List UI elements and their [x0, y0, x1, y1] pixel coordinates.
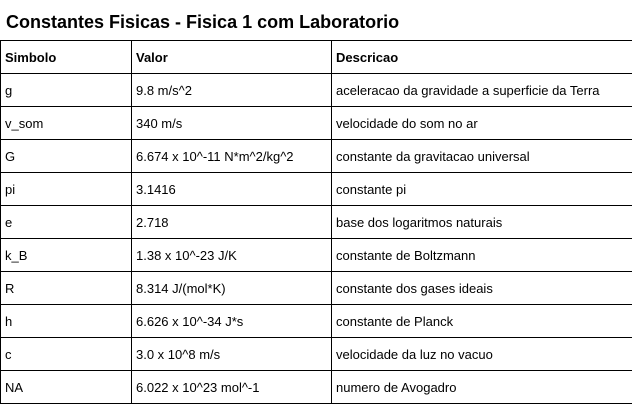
cell-simbolo: c [1, 338, 132, 371]
cell-valor: 2.718 [132, 206, 332, 239]
cell-descricao: constante de Boltzmann [332, 239, 632, 272]
cell-valor: 6.674 x 10^-11 N*m^2/kg^2 [132, 140, 332, 173]
cell-valor: 6.022 x 10^23 mol^-1 [132, 371, 332, 404]
cell-valor: 8.314 J/(mol*K) [132, 272, 332, 305]
cell-simbolo: g [1, 74, 132, 107]
page-title: Constantes Fisicas - Fisica 1 com Laboratorio [6, 12, 400, 33]
constants-table [0, 40, 632, 404]
header-simbolo: Simbolo [1, 41, 132, 74]
cell-valor: 3.1416 [132, 173, 332, 206]
cell-simbolo: NA [1, 371, 132, 404]
header-descricao: Descricao [332, 41, 632, 74]
cell-valor: 9.8 m/s^2 [132, 74, 332, 107]
cell-valor: 6.626 x 10^-34 J*s [132, 305, 332, 338]
cell-simbolo: v_som [1, 107, 132, 140]
cell-simbolo: pi [1, 173, 132, 206]
cell-descricao: velocidade do som no ar [332, 107, 632, 140]
cell-valor: 1.38 x 10^-23 J/K [132, 239, 332, 272]
cell-valor: 3.0 x 10^8 m/s [132, 338, 332, 371]
table-body [1, 74, 632, 404]
table-row [1, 272, 632, 305]
cell-descricao: base dos logaritmos naturais [332, 206, 632, 239]
header-valor: Valor [132, 41, 332, 74]
cell-simbolo: e [1, 206, 132, 239]
cell-simbolo: R [1, 272, 132, 305]
cell-valor: 340 m/s [132, 107, 332, 140]
table-row [1, 206, 632, 239]
cell-descricao: numero de Avogadro [332, 371, 632, 404]
table-row [1, 107, 632, 140]
cell-simbolo: G [1, 140, 132, 173]
cell-descricao: constante da gravitacao universal [332, 140, 632, 173]
table-row [1, 305, 632, 338]
cell-descricao: constante de Planck [332, 305, 632, 338]
table-header-row [1, 41, 632, 74]
cell-descricao: constante dos gases ideais [332, 272, 632, 305]
table-row [1, 74, 632, 107]
cell-descricao: aceleracao da gravidade a superficie da Terra [332, 74, 632, 107]
cell-descricao: constante pi [332, 173, 632, 206]
table-row [1, 371, 632, 404]
cell-simbolo: h [1, 305, 132, 338]
cell-simbolo: k_B [1, 239, 132, 272]
table-row [1, 338, 632, 371]
cell-descricao: velocidade da luz no vacuo [332, 338, 632, 371]
table-row [1, 239, 632, 272]
table-row [1, 140, 632, 173]
table-row [1, 173, 632, 206]
